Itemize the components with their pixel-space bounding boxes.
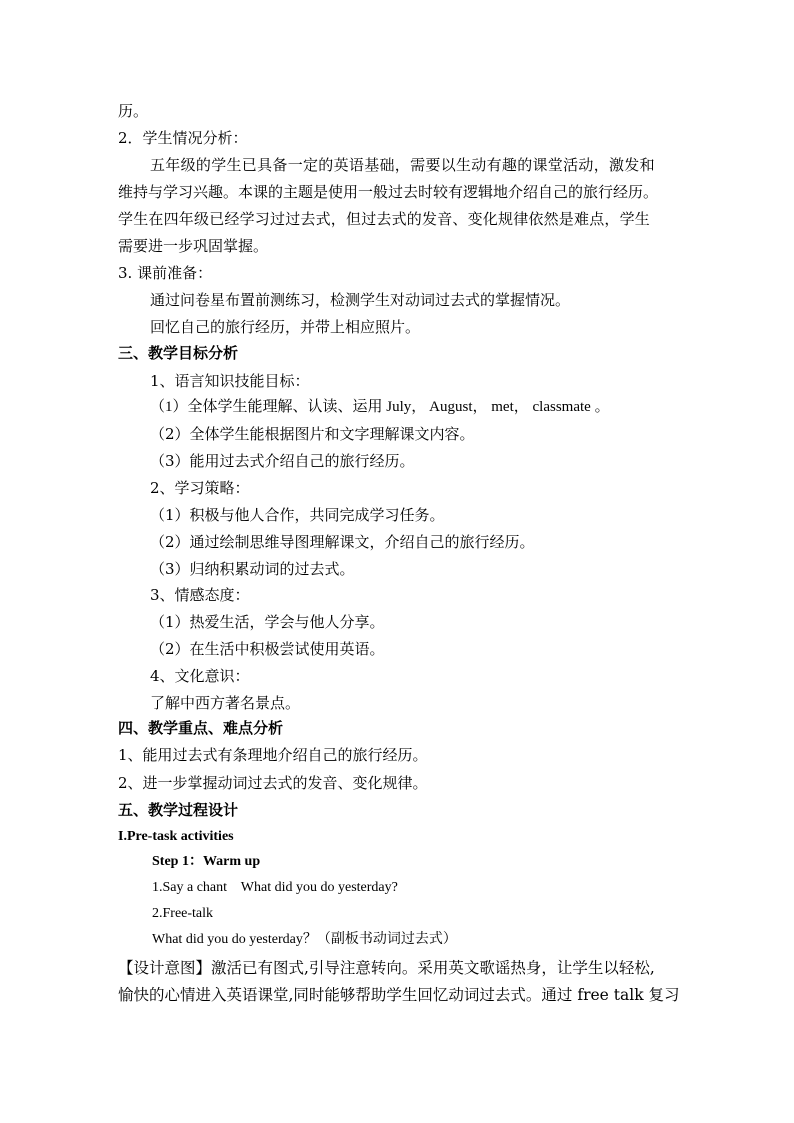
step-item: 2.Free-talk xyxy=(152,906,214,921)
list-item: 2、进一步掌握动词过去式的发音、变化规律。 xyxy=(118,774,428,792)
subsection-heading: 3、情感态度： xyxy=(150,586,250,604)
design-intent-line: 愉快的心情进入英语课堂,同时能够帮助学生回忆动词过去式。通过 free talk 复习 xyxy=(118,986,680,1004)
list-item: （1）全体学生能理解、认读、运用 July， August， met， classmate 。 xyxy=(150,399,610,415)
paragraph-line: 回忆自己的旅行经历，并带上相应照片。 xyxy=(150,318,421,336)
section-heading: 3. 课前准备： xyxy=(118,264,213,282)
subsection-heading: I.Pre-task activities xyxy=(118,829,234,844)
step-item: What did you do yesterday？（副板书动词过去式） xyxy=(152,932,457,947)
subsection-heading: 1、语言知识技能目标： xyxy=(150,372,310,390)
list-item: （2）在生活中积极尝试使用英语。 xyxy=(150,640,385,658)
paragraph-line: 了解中西方著名景点。 xyxy=(150,694,301,712)
paragraph-line: 通过问卷星布置前测练习，检测学生对动词过去式的掌握情况。 xyxy=(150,291,571,309)
list-item: （1）积极与他人合作，共同完成学习任务。 xyxy=(150,506,445,524)
list-item: （3）归纳积累动词的过去式。 xyxy=(150,560,355,578)
section-heading: 2．学生情况分析： xyxy=(118,129,248,147)
section-heading: 三、教学目标分析 xyxy=(118,344,239,362)
paragraph-line: 学生在四年级已经学习过过去式，但过去式的发音、变化规律依然是难点，学生 xyxy=(118,210,651,228)
paragraph-line: 维持与学习兴趣。本课的主题是使用一般过去时较有逻辑地介绍自己的旅行经历。 xyxy=(118,183,659,201)
list-item: （1）热爱生活，学会与他人分享。 xyxy=(150,613,385,631)
step-item: 1.Say a chant What did you do yesterday? xyxy=(152,880,398,895)
subsection-heading: 4、文化意识： xyxy=(150,667,250,685)
section-heading: 四、教学重点、难点分析 xyxy=(118,719,284,737)
list-item: （2）全体学生能根据图片和文字理解课文内容。 xyxy=(150,425,475,443)
subsection-heading: 2、学习策略： xyxy=(150,479,250,497)
text-line: 历。 xyxy=(118,102,149,120)
paragraph-line: 需要进一步巩固掌握。 xyxy=(118,237,269,255)
list-item: 1、能用过去式有条理地介绍自己的旅行经历。 xyxy=(118,746,428,764)
list-item: （3）能用过去式介绍自己的旅行经历。 xyxy=(150,452,415,470)
design-intent-line: 【设计意图】激活已有图式,引导注意转向。采用英文歌谣热身，让学生以轻松, xyxy=(118,959,655,977)
section-heading: 五、教学过程设计 xyxy=(118,801,239,819)
list-item: （2）通过绘制思维导图理解课文，介绍自己的旅行经历。 xyxy=(150,533,535,551)
step-heading: Step 1：Warm up xyxy=(152,854,261,869)
paragraph-line: 五年级的学生已具备一定的英语基础，需要以生动有趣的课堂活动，激发和 xyxy=(150,156,655,174)
